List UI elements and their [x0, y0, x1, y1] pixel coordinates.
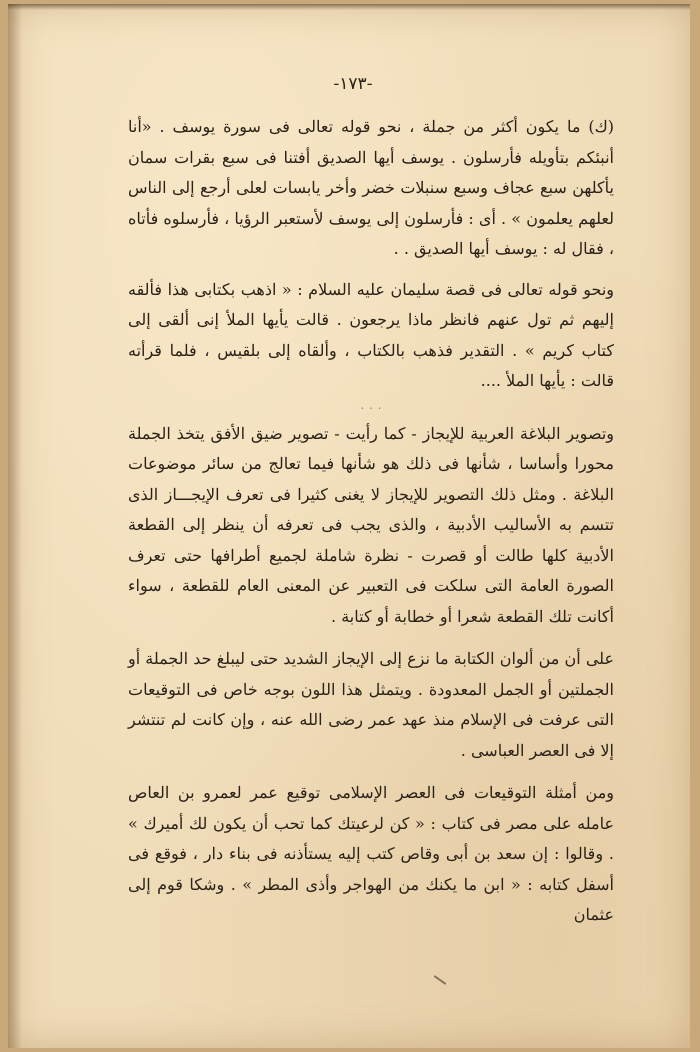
- page-spine-shadow: [8, 4, 22, 1048]
- body-text: [128, 112, 614, 931]
- page-top-edge: [8, 4, 690, 10]
- paragraph-arabic-rhetoric-brevity: وتصوير البلاغة العربية للإيجاز - كما رأيت - تصوير ضيق الأفق يتخذ الجملة محورا وأساسا ، شأنها فى ذلك هو شأنها فيما تعالج من سائر موضوعات البلاغة . ومثل ذلك التصوير للإيجاز لا يغنى كثيرا فى تعرف الإيجـــاز الذى تتسم به الأساليب الأدبية ، والذى يجب فى تعرفه أن ينظر إلى القطعة الأدبية كلها طالت أو قصرت - نظرة شاملة لجميع أطرافها حتى تعرف الصورة العامة التى سلكت فى التعبير عن المعنى العام للقطعة ، سواء أكانت تلك القطعة شعرا أو خطابة أو كتابة .: [128, 423, 615, 626]
- paragraph-surah-yusuf-example: (ك) ما يكون أكثر من جملة ، نحو قوله تعالى فى سورة يوسف . «أنا أنبئكم بتأويله فأرسلون . يوسف أيها الصديق أفتنا فى سبع بقرات سمان يأكلهن سبع عجاف وسبع سنبلات خضر وأخر يابسات لعلى أرجع إلى الناس لعلهم يعلمون » . أى : فأرسلون إلى يوسف لأستعبر الرؤيا ، فأرسلوه فأتاه ، فقال له : يوسف أيها الصديق . .: [128, 117, 614, 258]
- book-page: [8, 4, 690, 1048]
- ink-mark: [434, 975, 447, 985]
- section-separator-ornament: ۰ ۰ ۰: [359, 402, 383, 414]
- page-number: -١٧٣-: [333, 74, 373, 94]
- paragraph-tawqiat-examples: ومن أمثلة التوقيعات فى العصر الإسلامى توقيع عمر لعمرو بن العاص عامله على مصر فى كتاب : « كن لرعيتك كما تحب أن يكون لك أميرك » . وقالوا : إن سعد بن أبى وقاص كتب إليه يستأذنه فى بناء دار ، فوقع فى أسفل كتابه : « ابن ما يكنك من الهواجر وأذى المطر » . وشكا قوم إلى عثمان: [128, 783, 615, 924]
- paragraph-signatures-tawqiat: على أن من ألوان الكتابة ما نزع إلى الإيجاز الشديد حتى ليبلغ حد الجملة أو الجملتين أو الجمل المعدودة . ويتمثل هذا اللون بوجه خاص فى التوقيعات التى عرفت فى الإسلام منذ عهد عمر رضى الله عنه ، وإن كانت لم تنتشر إلا فى العصر العباسى .: [128, 649, 614, 760]
- paragraph-sulayman-example: ونحو قوله تعالى فى قصة سليمان عليه السلام : « اذهب بكتابى هذا فألقه إليهم ثم تول عنهم فانظر ماذا يرجعون . قالت يأيها الملأ إنى ألقى إلى كتاب كريم » . التقدير فذهب بالكتاب ، وألقاه إلى بلقيس ، فلما قرأته قالت : يأيها الملأ ....: [128, 279, 614, 390]
